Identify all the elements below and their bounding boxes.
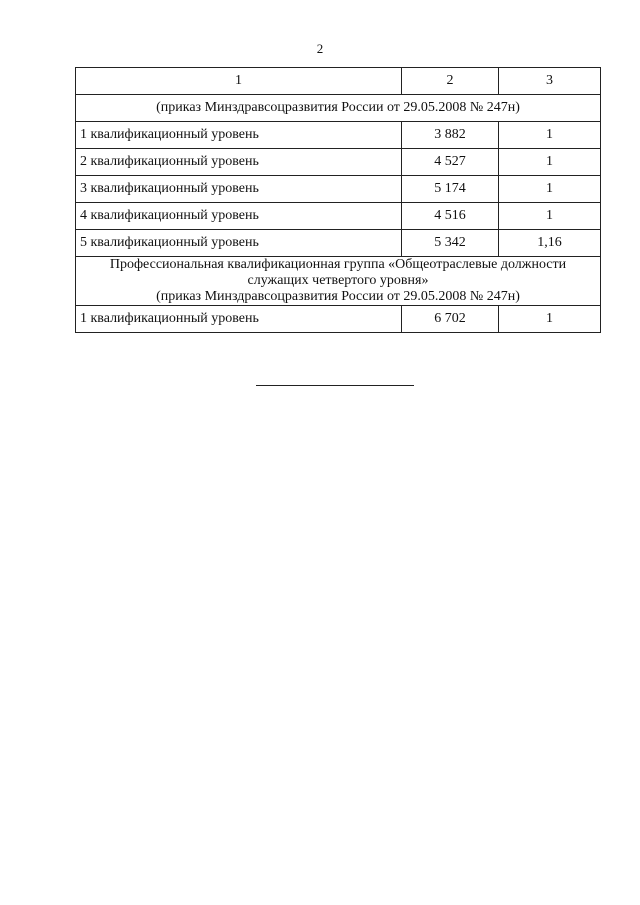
- table-row: [76, 306, 601, 333]
- order-note: (приказ Минздравсоцразвития России от 29.05.2008 № 247н): [76, 95, 601, 122]
- level-label: 2 квалификационный уровень: [76, 149, 402, 176]
- table-row: [76, 176, 601, 203]
- order-note-row: [76, 95, 601, 122]
- salary-value: 4 516: [402, 203, 499, 230]
- table-row: [76, 149, 601, 176]
- coefficient-value: 1: [499, 176, 601, 203]
- salary-value: 3 882: [402, 122, 499, 149]
- level-label: 5 квалификационный уровень: [76, 230, 402, 257]
- level-label: 4 квалификационный уровень: [76, 203, 402, 230]
- coefficient-value: 1,16: [499, 230, 601, 257]
- column-number-3: 3: [499, 68, 601, 95]
- coefficient-value: 1: [499, 122, 601, 149]
- salary-value: 4 527: [402, 149, 499, 176]
- group-heading: [76, 257, 601, 306]
- end-of-document-rule: [256, 385, 414, 386]
- page-number: 2: [316, 41, 324, 56]
- table-row: [76, 230, 601, 257]
- column-number-2: 2: [402, 68, 499, 95]
- level-label: 1 квалификационный уровень: [76, 122, 402, 149]
- table-row: [76, 203, 601, 230]
- level-label: 1 квалификационный уровень: [76, 306, 402, 333]
- table-row: [76, 122, 601, 149]
- group-heading-line-1: Профессиональная квалификационная группа «Общеотраслевые должности: [109, 257, 567, 272]
- column-number-1: 1: [76, 68, 402, 95]
- salary-value: 5 174: [402, 176, 499, 203]
- group-heading-order-note: (приказ Минздравсоцразвития России от 29.05.2008 № 247н): [156, 289, 520, 305]
- qualification-levels-table: [75, 67, 601, 333]
- coefficient-value: 1: [499, 203, 601, 230]
- group-heading-line-2: служащих четвертого уровня»: [247, 273, 429, 289]
- group-heading-row: [76, 257, 601, 306]
- coefficient-value: 1: [499, 306, 601, 333]
- salary-value: 5 342: [402, 230, 499, 257]
- level-label: 3 квалификационный уровень: [76, 176, 402, 203]
- salary-value: 6 702: [402, 306, 499, 333]
- table-header-row: [76, 68, 601, 95]
- coefficient-value: 1: [499, 149, 601, 176]
